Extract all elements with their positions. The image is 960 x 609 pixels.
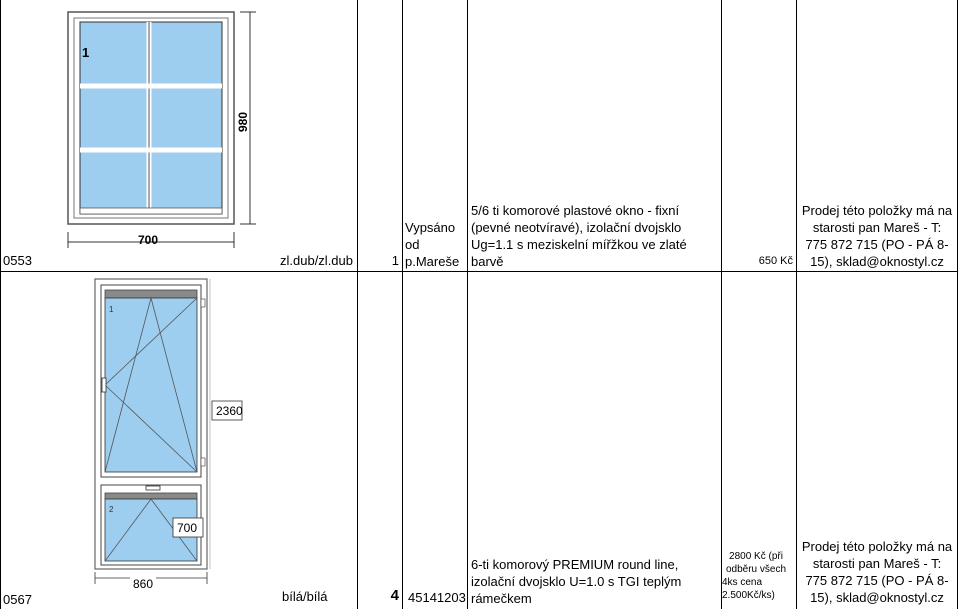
grid-line	[721, 0, 722, 609]
quantity: 4	[390, 587, 399, 604]
lower-sash-label: 2	[109, 505, 114, 514]
sales-contact-note: Prodej této položky má na starosti pan Mareš - T: 775 872 715 (PO - PÁ 8- 15), sklad@oknostyl.cz	[801, 203, 953, 269]
quantity: 1	[391, 253, 399, 268]
grid-line	[357, 0, 358, 609]
upper-sash-label: 1	[109, 305, 114, 314]
price: 650 Kč	[758, 255, 793, 267]
grid-line	[402, 0, 403, 609]
sales-contact-note: Prodej této položky má na starosti pan Mareš - T: 775 872 715 (PO - PÁ 8- 15), sklad@oknostyl.cz	[801, 539, 953, 605]
height-dimension-label: 980	[236, 111, 250, 132]
color-spec: bílá/bílá	[282, 589, 328, 604]
grid-line	[957, 0, 958, 609]
lower-blind-box	[105, 493, 197, 499]
row-divider	[0, 271, 958, 272]
total-height-label: 2360	[216, 404, 243, 418]
sash-label: 1	[82, 45, 90, 60]
supplier: 45141203	[408, 590, 466, 605]
handle-icon	[146, 486, 160, 490]
description: 6-ti komorový PREMIUM round line, izolační dvojsklo U=1.0 s TGI teplým rámečkem	[471, 557, 682, 606]
item-code: 0567	[3, 592, 32, 607]
roller-blind-box	[105, 290, 197, 298]
pane-bottom-sill	[80, 208, 222, 214]
handle-icon	[102, 378, 106, 392]
color-spec: zl.dub/zl.dub	[280, 253, 353, 268]
lower-height-label: 700	[177, 521, 198, 535]
width-dimension-label: 860	[133, 577, 154, 591]
window-drawing-fixed	[60, 8, 320, 268]
hinge-icon	[201, 299, 205, 307]
hinge-icon	[201, 458, 205, 466]
window-drawing-tilt-turn	[90, 275, 290, 605]
item-code: 0553	[3, 253, 32, 268]
grid-line	[467, 0, 468, 609]
description: 5/6 ti komorové plastové okno - fixní (pevné neotvíravé), izolační dvojsklo Ug=1.1 s meziskelní mířžkou ve zlaté barvě	[471, 203, 687, 269]
width-dimension-label: 700	[138, 233, 159, 247]
supplier: Vypsáno od p.Mareše	[405, 220, 460, 269]
price: 2800 Kč (při odběru všech 4ks cena 2.500Kč/ks)	[722, 551, 787, 601]
upper-glass	[105, 298, 197, 472]
grid-line	[796, 0, 797, 609]
grid-line	[0, 0, 1, 609]
